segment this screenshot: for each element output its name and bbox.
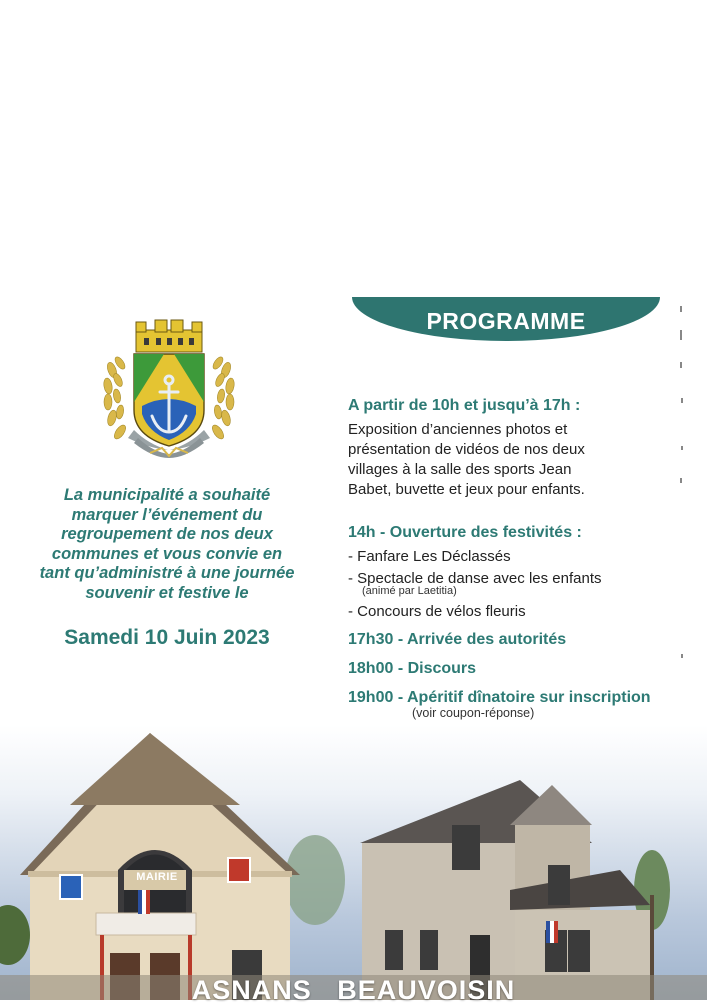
invitation-text [10, 486, 324, 603]
programme-title: PROGRAMME [426, 308, 586, 334]
mural-crown-icon [136, 320, 202, 352]
scan-speck [680, 306, 682, 312]
slot-2-heading: 14h - Ouverture des festivités : [348, 524, 582, 541]
slot-1-description [348, 420, 678, 500]
scan-speck [680, 330, 682, 340]
programme-banner [352, 297, 660, 341]
scan-speck [680, 362, 682, 368]
slot-5: 19h00 - Apéritif dînatoire sur inscription [348, 689, 651, 706]
town-hall-photo [0, 725, 707, 1000]
slot-3: 17h30 - Arrivée des autorités [348, 631, 567, 648]
invitation-line: souvenir et festive le [85, 583, 249, 602]
activity-item: - Fanfare Les Déclassés [348, 548, 511, 565]
invitation-line: communes et vous convie en [51, 544, 283, 563]
invitation-line: marquer l’événement du [71, 505, 263, 524]
slot-5-note: (voir coupon-réponse) [412, 706, 535, 720]
mairie-sign: MAIRIE [136, 871, 178, 883]
event-date: Samedi 10 Juin 2023 [64, 626, 270, 649]
slot-1-line: présentation de vidéos de nos deux [348, 441, 585, 458]
invitation-line: La municipalité a souhaité [63, 486, 271, 504]
slot-1-line: Babet, buvette et jeux pour enfants. [348, 481, 585, 498]
slot-4: 18h00 - Discours [348, 660, 477, 677]
activity-note: (animé par Laetitia) [362, 585, 457, 597]
invitation-line: regroupement de nos deux [61, 525, 273, 543]
activity-item: - Spectacle de danse avec les enfants [348, 570, 602, 587]
wheat-right-icon [210, 355, 235, 441]
invitation-line: tant qu’administré à une journée [39, 564, 295, 582]
slot-1-line: Exposition d’anciennes photos et [348, 421, 568, 438]
coat-of-arms [98, 318, 240, 464]
activity-item: - Concours de vélos fleuris [348, 603, 526, 620]
slot-1-heading: A partir de 10h et jusqu’à 17h : [348, 397, 581, 414]
village-names: ASNANS BEAUVOISIN [191, 975, 516, 1005]
scan-speck [681, 446, 683, 450]
scan-speck [680, 478, 682, 483]
slot-1-line: villages à la salle des sports Jean [348, 461, 572, 478]
wheat-left-icon [103, 355, 128, 441]
scan-speck [681, 398, 683, 403]
scan-speck [681, 654, 683, 658]
